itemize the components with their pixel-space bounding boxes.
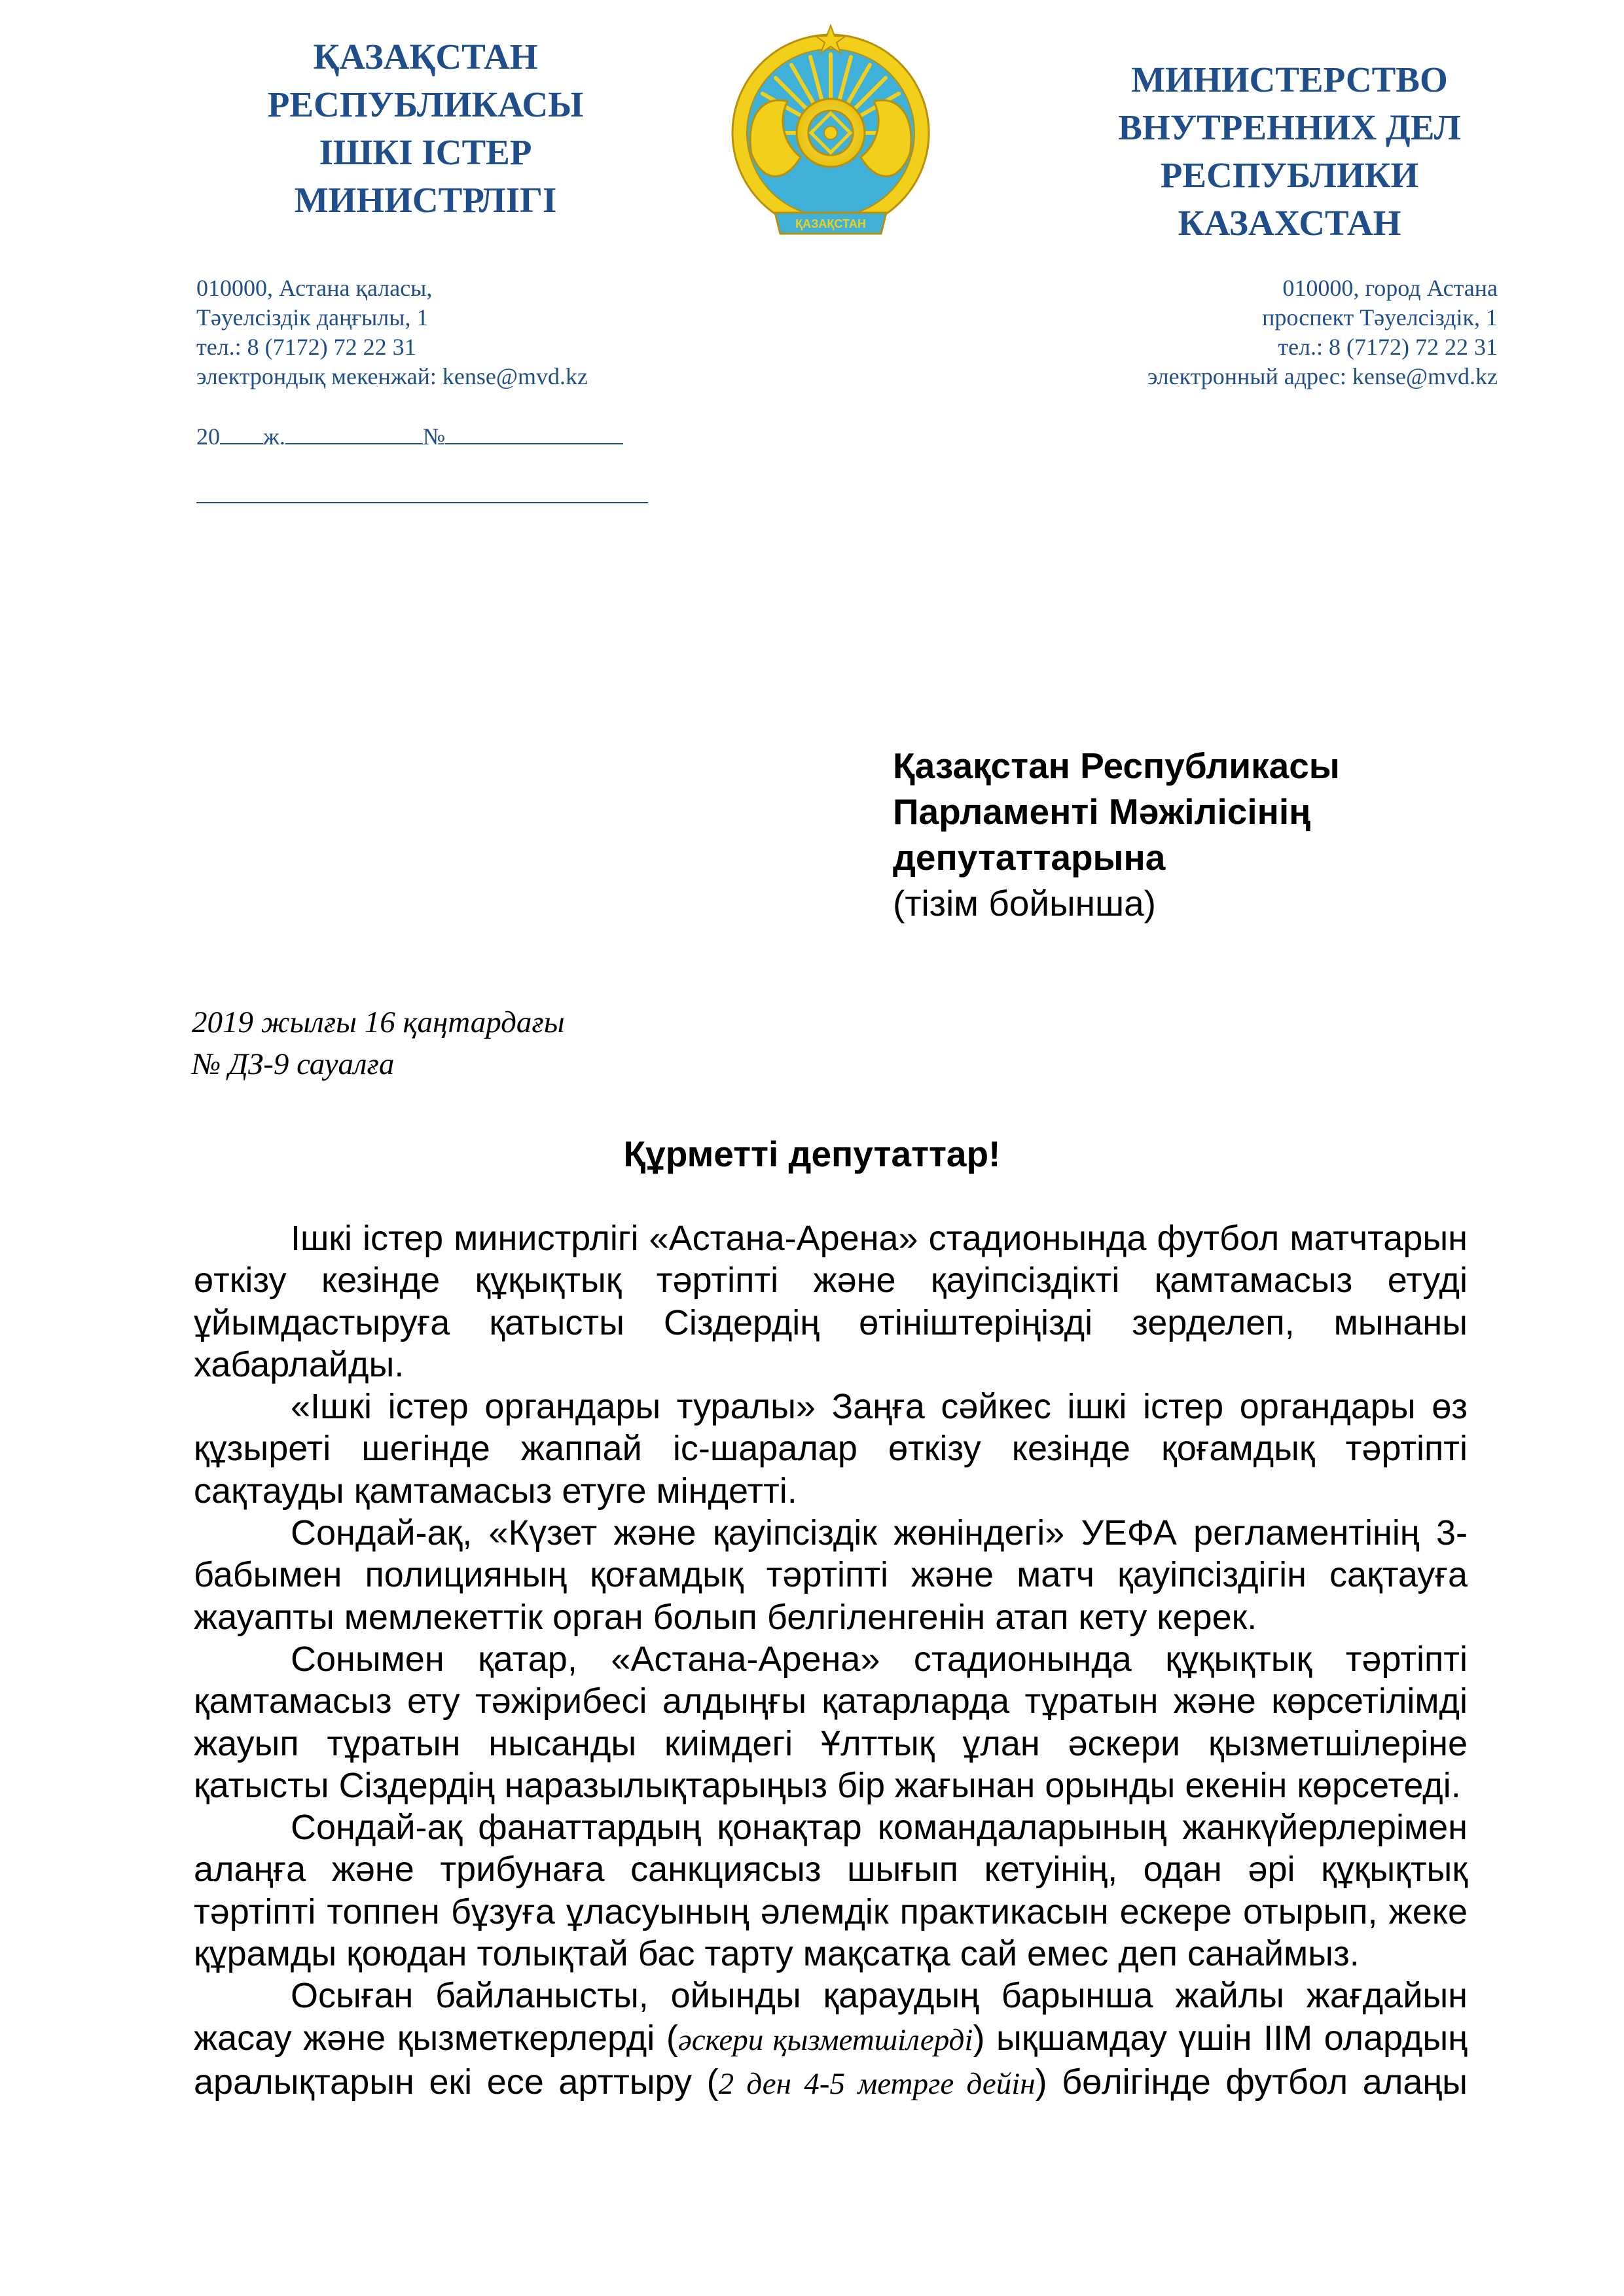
outgoing-year-suffix: ж. [263, 423, 285, 450]
body-paragraph-2: «Ішкі істер органдары туралы» Заңға сәйкес ішкі істер органдары өз құзыреті шегінде жаппай іс-шаралар өткізу кезінде қоғамдық тәртіпті сақтауды қамтамасыз етуге міндетті. [194, 1387, 1468, 1511]
registration-line [196, 502, 648, 503]
ministry-name-kz [196, 33, 655, 224]
body-p6-part-3: ) бөлігінде футбол алаңы [1035, 2062, 1468, 2102]
body-paragraph-5: Сондай-ақ фанаттардың қонақтар командаларының жанкүйерлерімен алаңға және трибунаға санкциясыз шығып кетуінің, одан әрі құқықтық тәртіпті топпен бұзуға ұласуының әлемдік практикасын ескере отырып, жеке құрамды қоюдан толықтай бас тарту мақсатқа сай емес деп санаймыз. [194, 1808, 1468, 1974]
addressee-line-1: Қазақстан Республикасы [893, 745, 1340, 786]
ministry-kz-line-2: РЕСПУБЛИКАСЫ [267, 84, 584, 124]
outgoing-number-sign: № [422, 423, 446, 450]
salutation: Құрметті депутаттар! [623, 1134, 1001, 1174]
addressee-note: (тізім бойынша) [893, 883, 1156, 924]
reference-date: 2019 жылғы 16 қаңтардағы [192, 1005, 565, 1039]
address-kz-line-2: Тәуелсіздік даңғылы, 1 [196, 304, 429, 331]
address-ru-email: электронный адрес: kense@mvd.kz [1147, 363, 1498, 389]
address-ru-line-1: 010000, город Астана [1282, 275, 1498, 301]
body-p6-part-1: Осыған байланысты, ойынды қараудың барынша жайлы жағдайын жасау және қызметкерлерді ( [194, 1976, 1468, 2058]
state-emblem-icon [725, 23, 936, 253]
body-paragraph-4: Сонымен қатар, «Астана-Арена» стадионында құқықтық тәртіпті қамтамасыз ету тәжірибесі алдыңғы қатарларда тұратын және көрсетілімді жауып тұратын нысанды киімдегі Ұлттық ұлан әскери қызметшілеріне қатысты Сіздердің наразылықтарыңыз бір жағынан орынды екенін көрсетеді. [194, 1639, 1468, 1805]
ministry-ru-line-3: РЕСПУБЛИКИ [1160, 155, 1419, 195]
address-kz-phone: тел.: 8 (7172) 72 22 31 [196, 334, 416, 360]
ministry-ru-line-1: МИНИСТЕРСТВО [1131, 60, 1448, 99]
date-blank [285, 421, 423, 444]
addressee-line-2: Парламенті Мәжілісінің [893, 791, 1311, 832]
ministry-ru-line-2: ВНУТРЕННИХ ДЕЛ [1118, 107, 1461, 147]
ministry-kz-line-1: ҚАЗАҚСТАН [313, 37, 538, 77]
number-blank [445, 421, 623, 444]
addressee-block [893, 743, 1340, 926]
address-ru-line-2: проспект Тәуелсіздік, 1 [1262, 304, 1498, 331]
body-p6-part-2: ) ықшамдау үшін ІІМ олардың аралықтарын екі есе арттыру ( [194, 2018, 1468, 2102]
outgoing-number-line [196, 421, 648, 452]
address-ru [1147, 274, 1498, 391]
address-kz-email: электрондық мекенжай: kense@mvd.kz [196, 363, 588, 389]
reference-number: № ДЗ-9 сауалға [192, 1047, 395, 1081]
letter-body [194, 1217, 1468, 2105]
emblem-inscription: ҚАЗАҚСТАН [795, 217, 866, 230]
body-paragraph-3: Сондай-ақ, «Күзет және қауіпсіздік жөніндегі» УЕФА регламентінің 3-бабымен полицияның қоғамдық тәртіпті және матч қауіпсіздігін сақтауға жауапты мемлекеттік орган болып белгіленгенін атап кету керек. [194, 1513, 1468, 1637]
reference-block [192, 1001, 565, 1085]
body-p6-italic-2: 2 ден 4-5 метрге дейін [718, 2066, 1036, 2101]
address-ru-phone: тел.: 8 (7172) 72 22 31 [1278, 334, 1498, 360]
address-kz [196, 274, 588, 391]
body-p6-italic-1: әскери қызметшілерді [677, 2022, 973, 2057]
year-blank [220, 421, 263, 444]
ministry-ru-line-4: КАЗАХСТАН [1178, 203, 1401, 243]
address-kz-line-1: 010000, Астана қаласы, [196, 275, 433, 301]
ministry-kz-line-4: МИНИСТРЛІГІ [294, 180, 557, 220]
ministry-kz-line-3: ІШКІ ІСТЕР [319, 132, 532, 172]
addressee-line-3: депутаттарына [893, 837, 1166, 878]
outgoing-year-prefix: 20 [196, 423, 220, 450]
body-paragraph-6 [194, 1975, 1468, 2105]
ministry-name-ru [1021, 56, 1558, 247]
body-paragraph-1: Ішкі істер министрлігі «Астана-Арена» стадионында футбол матчтарын өткізу кезінде құқықтық тәртіпті және қауіпсіздікті қамтамасыз етуді ұйымдастыруға қатысты Сіздердің өтініштеріңізді зерделеп, мынаны хабарлайды. [194, 1219, 1468, 1384]
